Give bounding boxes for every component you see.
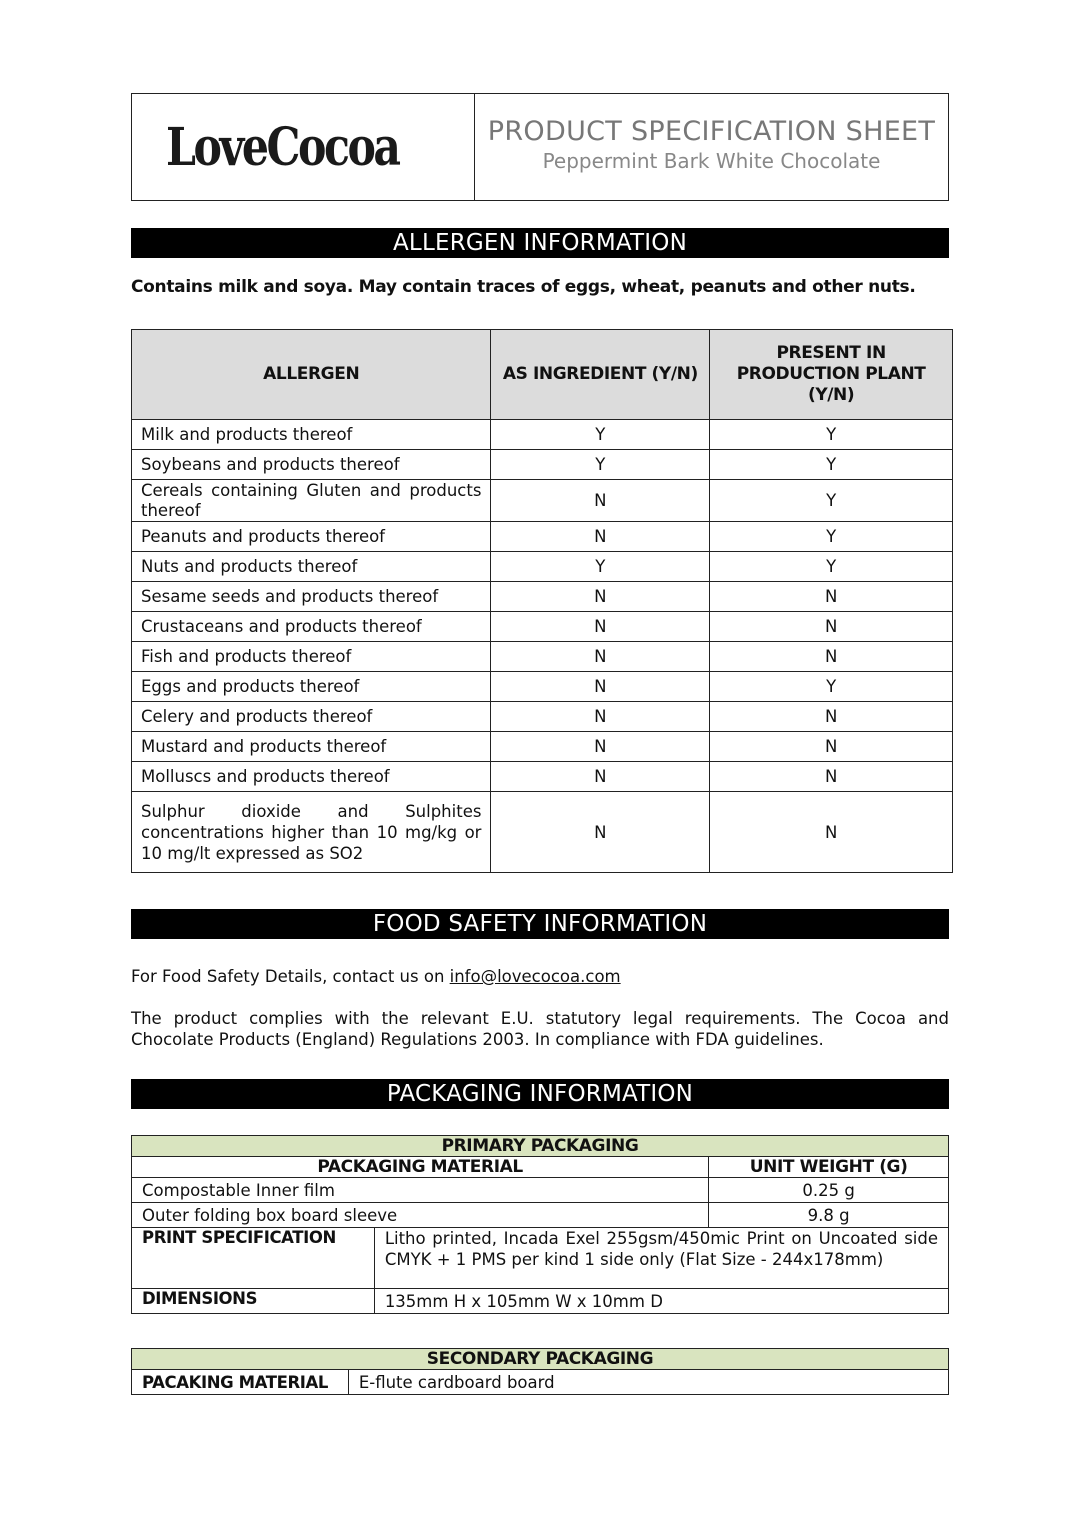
plant-value: Y — [710, 450, 953, 480]
table-row — [132, 1203, 949, 1228]
allergen-name: Milk and products thereof — [132, 420, 491, 450]
brand-logo: LoveCocoa — [166, 116, 399, 178]
column-header-ingredient: AS INGREDIENT (Y/N) — [491, 330, 710, 420]
allergen-name: Sulphur dioxide and Sulphites concentrations higher than 10 mg/kg or 10 mg/lt expressed as SO2 — [132, 792, 491, 873]
document-title: PRODUCT SPECIFICATION SHEET — [487, 116, 936, 147]
allergen-name: Molluscs and products thereof — [132, 762, 491, 792]
column-header-allergen: ALLERGEN — [132, 330, 491, 420]
allergen-name: Mustard and products thereof — [132, 732, 491, 762]
contact-text: For Food Safety Details, contact us on — [131, 967, 450, 986]
allergen-name: Soybeans and products thereof — [132, 450, 491, 480]
table-row — [132, 552, 953, 582]
allergen-table — [131, 329, 953, 873]
plant-value: Y — [710, 552, 953, 582]
column-header-weight: UNIT WEIGHT (G) — [709, 1157, 949, 1178]
table-row — [132, 1370, 949, 1395]
print-spec-label: PRINT SPECIFICATION — [132, 1228, 375, 1289]
table-row — [132, 612, 953, 642]
ingredient-value: N — [491, 480, 710, 522]
material-name: Compostable Inner film — [132, 1178, 709, 1203]
plant-value: Y — [710, 480, 953, 522]
material-weight: 0.25 g — [709, 1178, 949, 1203]
allergen-name: Sesame seeds and products thereof — [132, 582, 491, 612]
table-row — [132, 522, 953, 552]
allergen-name: Peanuts and products thereof — [132, 522, 491, 552]
ingredient-value: Y — [491, 420, 710, 450]
plant-value: N — [710, 612, 953, 642]
compliance-statement: The product complies with the relevant E.U. statutory legal requirements. The Cocoa and Chocolate Products (England) Regulations 2003. In compliance with FDA guidelines. — [131, 1009, 949, 1049]
material-name: Outer folding box board sleeve — [132, 1203, 709, 1228]
table-row — [132, 792, 953, 873]
table-row — [132, 702, 953, 732]
table-row — [132, 1178, 949, 1203]
secondary-packaging-table — [131, 1348, 949, 1395]
table-row — [132, 762, 953, 792]
allergen-heading: ALLERGEN INFORMATION — [131, 228, 949, 258]
dimensions-label: DIMENSIONS — [132, 1289, 375, 1314]
plant-value: N — [710, 702, 953, 732]
table-row — [132, 642, 953, 672]
ingredient-value: N — [491, 642, 710, 672]
ingredient-value: Y — [491, 552, 710, 582]
material-weight: 9.8 g — [709, 1203, 949, 1228]
primary-packaging-table — [131, 1135, 949, 1314]
ingredient-value: N — [491, 582, 710, 612]
title-cell — [475, 94, 948, 200]
table-row — [132, 582, 953, 612]
plant-value: N — [710, 732, 953, 762]
allergen-name: Cereals containing Gluten and products thereof — [132, 480, 491, 522]
print-spec-value: Litho printed, Incada Exel 255gsm/450mic Print on Uncoated side CMYK + 1 PMS per kind 1 side only (Flat Size - 244x178mm) — [374, 1228, 948, 1289]
allergen-table-header — [132, 330, 953, 420]
contact-email-link[interactable]: info@lovecocoa.com — [449, 967, 621, 986]
table-row — [132, 450, 953, 480]
allergen-name: Crustaceans and products thereof — [132, 612, 491, 642]
allergen-name: Fish and products thereof — [132, 642, 491, 672]
packaging-heading: PACKAGING INFORMATION — [131, 1079, 949, 1109]
food-safety-contact — [131, 966, 949, 987]
ingredient-value: N — [491, 612, 710, 642]
allergen-name: Eggs and products thereof — [132, 672, 491, 702]
table-row — [132, 732, 953, 762]
plant-value: N — [710, 792, 953, 873]
product-name: Peppermint Bark White Chocolate — [542, 149, 881, 173]
allergen-summary: Contains milk and soya. May contain traces of eggs, wheat, peanuts and other nuts. — [131, 277, 916, 297]
plant-value: Y — [710, 420, 953, 450]
secondary-packaging-title: SECONDARY PACKAGING — [132, 1349, 949, 1370]
ingredient-value: N — [491, 762, 710, 792]
ingredient-value: Y — [491, 450, 710, 480]
column-header-material: PACKAGING MATERIAL — [132, 1157, 709, 1178]
plant-value: N — [710, 642, 953, 672]
plant-value: N — [710, 582, 953, 612]
secondary-material-value: E-flute cardboard board — [348, 1370, 948, 1395]
logo-cell — [132, 94, 475, 200]
primary-packaging-title: PRIMARY PACKAGING — [132, 1136, 949, 1157]
ingredient-value: N — [491, 732, 710, 762]
plant-value: N — [710, 762, 953, 792]
table-row — [132, 1289, 949, 1314]
table-row — [132, 672, 953, 702]
header-box — [131, 93, 949, 201]
ingredient-value: N — [491, 702, 710, 732]
table-row — [132, 480, 953, 522]
food-safety-heading: FOOD SAFETY INFORMATION — [131, 909, 949, 939]
allergen-name: Nuts and products thereof — [132, 552, 491, 582]
table-row — [132, 1228, 949, 1289]
secondary-material-label: PACAKING MATERIAL — [132, 1370, 349, 1395]
table-row — [132, 420, 953, 450]
ingredient-value: N — [491, 522, 710, 552]
allergen-name: Celery and products thereof — [132, 702, 491, 732]
plant-value: Y — [710, 522, 953, 552]
column-header-plant: PRESENT IN PRODUCTION PLANT (Y/N) — [710, 330, 953, 420]
dimensions-value: 135mm H x 105mm W x 10mm D — [374, 1289, 948, 1314]
plant-value: Y — [710, 672, 953, 702]
ingredient-value: N — [491, 792, 710, 873]
ingredient-value: N — [491, 672, 710, 702]
